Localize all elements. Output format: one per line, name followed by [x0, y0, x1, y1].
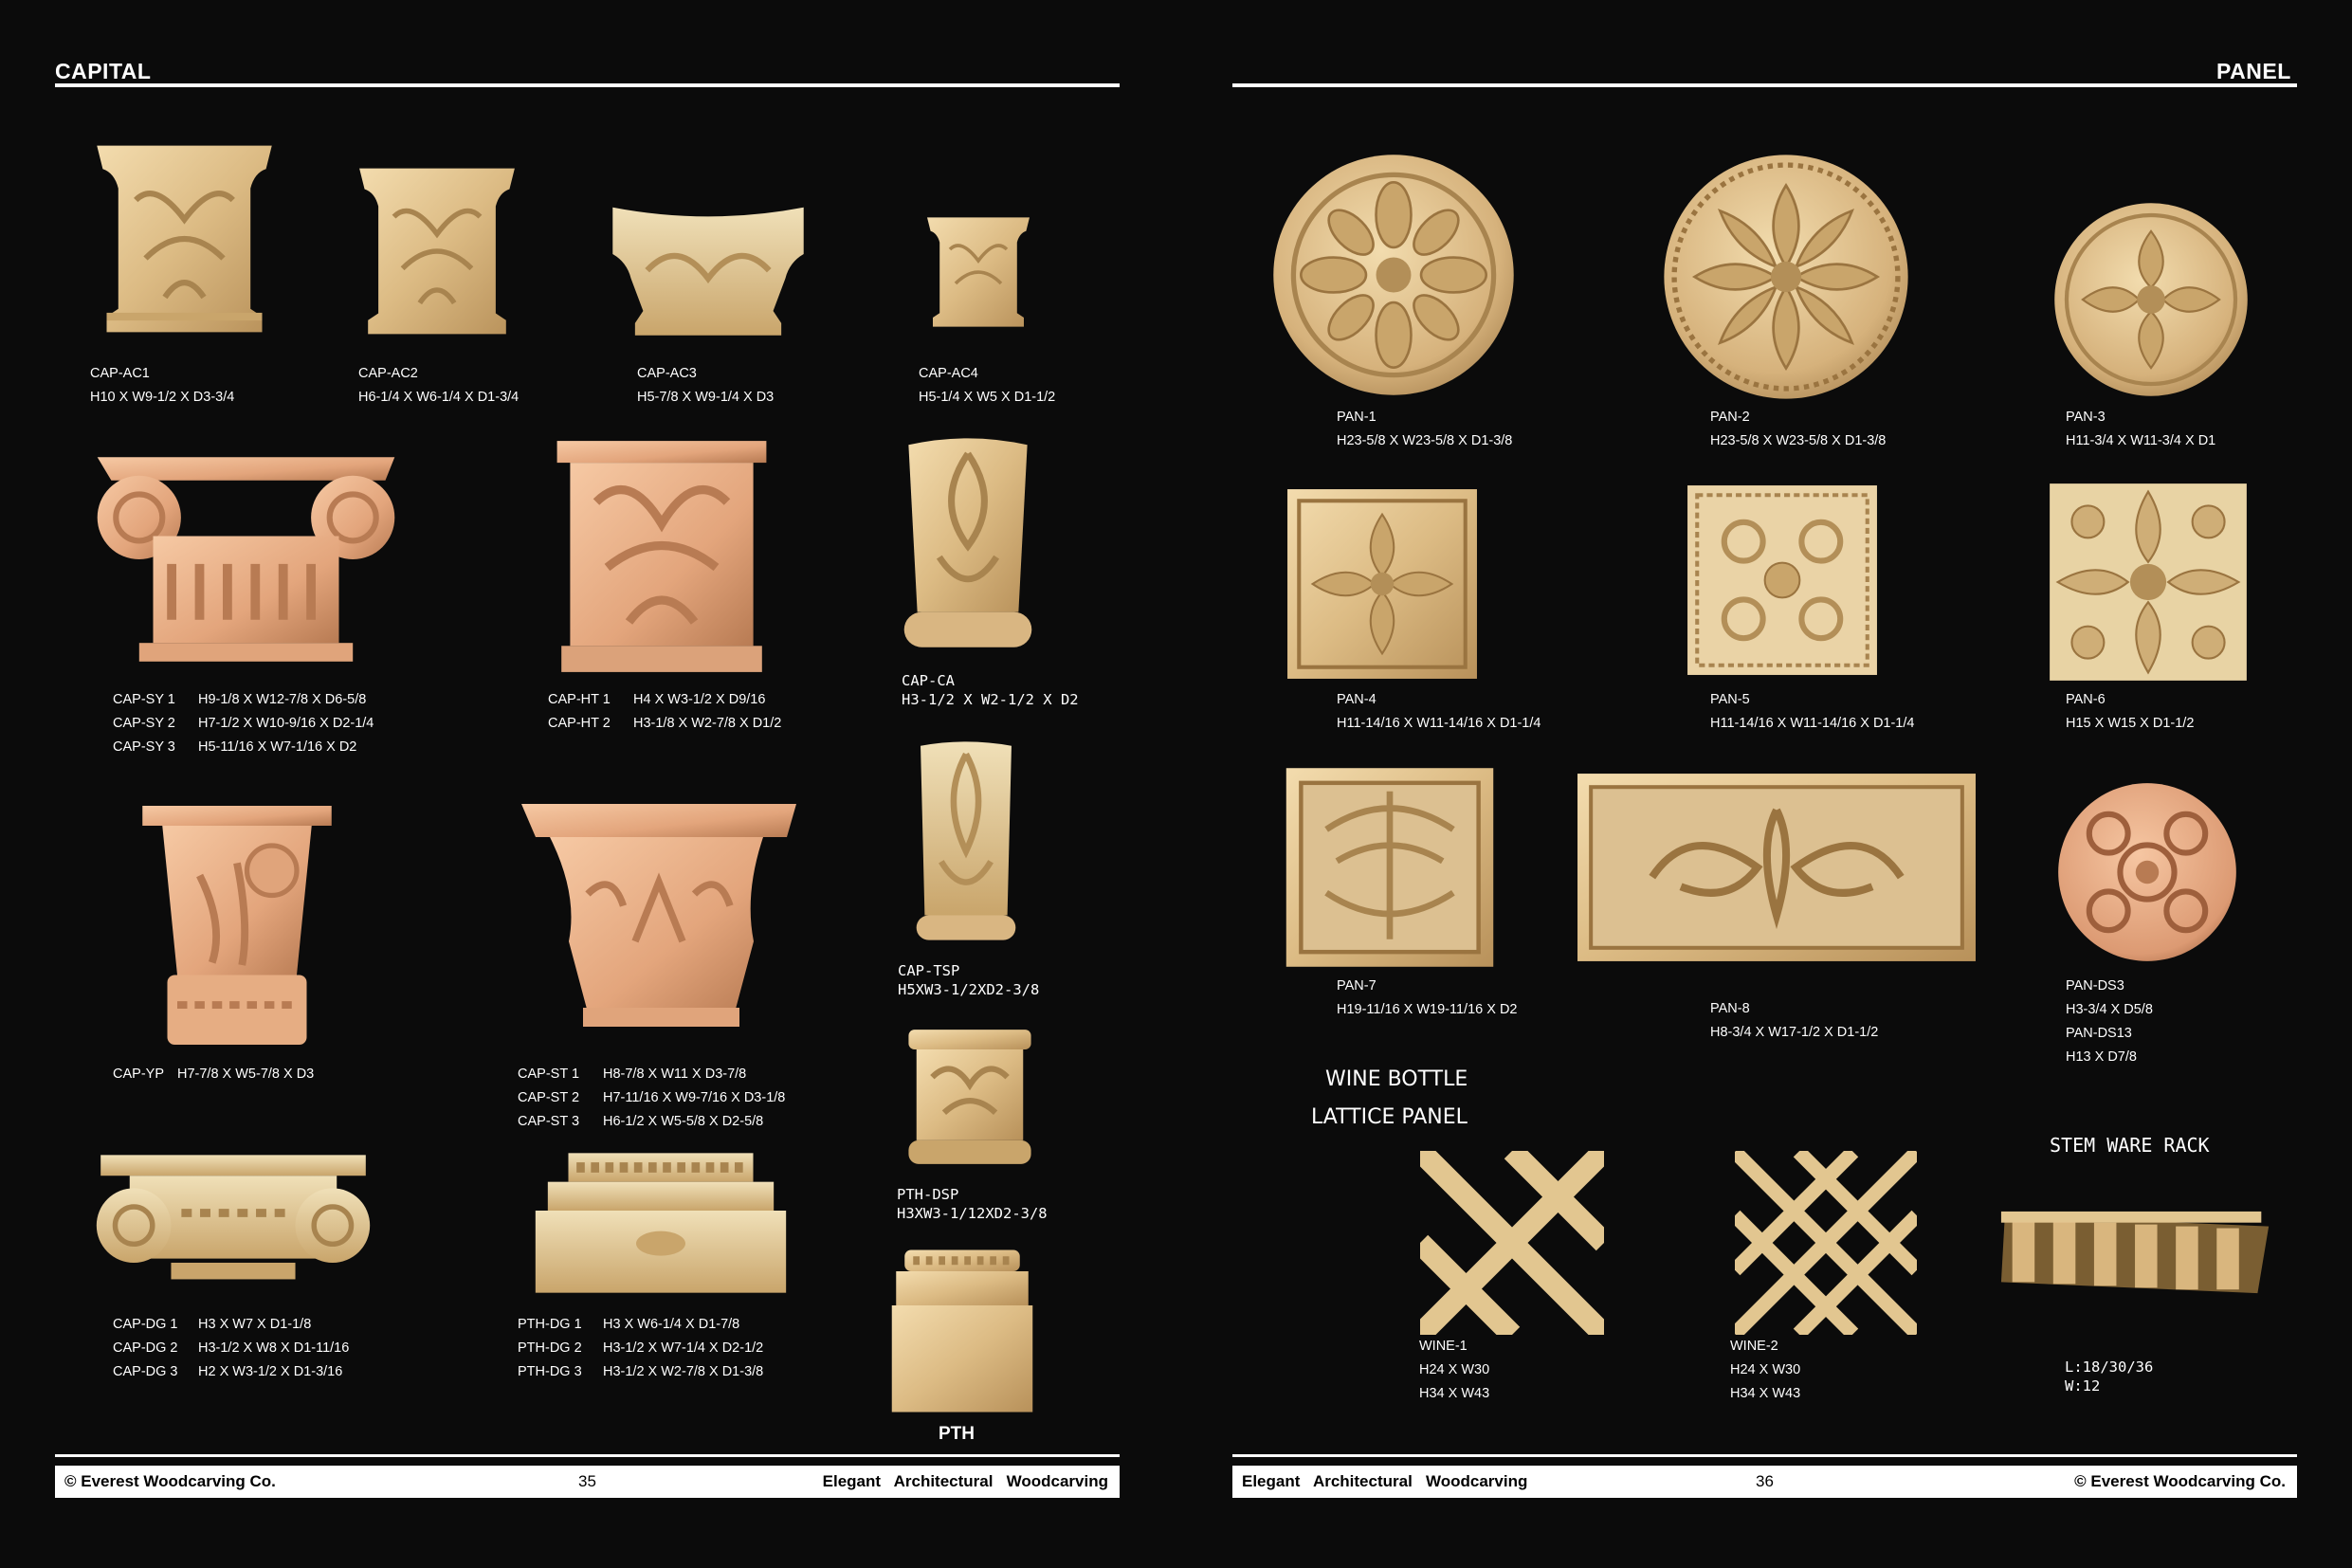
pth-label: PTH: [939, 1424, 975, 1444]
header-rule-right: [1232, 83, 2297, 87]
footer-tagline-left: Elegant Architectural Woodcarving: [822, 1472, 1108, 1490]
cap-st-image: [517, 796, 801, 1039]
page-title-panel: PANEL: [2216, 59, 2291, 83]
wine-bottle-heading: WINE BOTTLE: [1325, 1067, 1468, 1091]
cap-sy-image: [83, 442, 409, 677]
pan-5-image: [1684, 483, 1881, 677]
pan-3-label: PAN-3 H11-3/4 X W11-3/4 X D1: [2066, 410, 2216, 448]
pth-dsp-image: [901, 1026, 1039, 1168]
cap-st-label: CAP-ST 1 H8-7/8 X W11 X D3-7/8 CAP-ST 2 H7-11/16 X W9-7/16 X D3-1/8 CAP-ST 3 H6-1/2 X W5-5/8 X D2-5/8: [518, 1067, 786, 1129]
pan-ds-image: [2048, 775, 2247, 969]
cap-dg-image: [87, 1151, 379, 1285]
pan-4-label: PAN-4 H11-14/16 X W11-14/16 X D1-1/4: [1337, 692, 1541, 731]
pth-dg-label: PTH-DG 1 H3 X W6-1/4 X D1-7/8 PTH-DG 2 H3-1/2 X W7-1/4 X D2-1/2 PTH-DG 3 H3-1/2 X W2-7/8 X D1-3/8: [518, 1317, 764, 1379]
cap-ac4-label: CAP-AC4 H5-1/4 X W5 X D1-1/2: [919, 366, 1056, 405]
cap-dg-label: CAP-DG 1 H3 X W7 X D1-1/8 CAP-DG 2 H3-1/2 X W8 X D1-11/16 CAP-DG 3 H2 X W3-1/2 X D1-3/16: [113, 1317, 350, 1379]
stem-ware-rack-dims: L:18/30/36 W:12: [2065, 1358, 2154, 1395]
pan-2-image: [1659, 150, 1913, 404]
stem-ware-rack-image: [1996, 1208, 2277, 1301]
footer-left: [55, 1466, 1120, 1498]
cap-ht-label: CAP-HT 1 H4 X W3-1/2 X D9/16 CAP-HT 2 H3-1/8 X W2-7/8 X D1/2: [548, 692, 782, 731]
cap-ht-image: [553, 436, 771, 677]
cap-ac3-label: CAP-AC3 H5-7/8 X W9-1/4 X D3: [637, 366, 775, 405]
wine-1-image: [1420, 1151, 1604, 1335]
cap-ac3-image: [601, 197, 815, 339]
wine-2-image: [1735, 1151, 1917, 1335]
wine-1-label: WINE-1 H24 X W30 H34 X W43: [1419, 1339, 1490, 1401]
footer-right: [1232, 1466, 2297, 1498]
footer-copyright-right: © Everest Woodcarving Co.: [2074, 1472, 2286, 1490]
pth-dsp-label: PTH-DSP H3XW3-1/12XD2-3/8: [897, 1186, 1048, 1222]
pan-ds-label: PAN-DS3 H3-3/4 X D5/8 PAN-DS13 H13 X D7/8: [2066, 978, 2153, 1065]
pan-6-label: PAN-6 H15 X W15 X D1-1/2: [2066, 692, 2195, 731]
pan-2-label: PAN-2 H23-5/8 X W23-5/8 X D1-3/8: [1710, 410, 1887, 448]
pan-6-image: [2048, 482, 2249, 683]
cap-ac4-image: [921, 212, 1035, 332]
cap-ac1-image: [87, 138, 282, 339]
cap-ac1-label: CAP-AC1 H10 X W9-1/2 X D3-3/4: [90, 366, 235, 405]
pan-8-image: [1576, 772, 1978, 963]
cap-tsp-label: CAP-TSP H5XW3-1/2XD2-3/8: [898, 962, 1040, 998]
pth-dg-image: [527, 1149, 794, 1297]
footer-copyright-left: © Everest Woodcarving Co.: [64, 1472, 276, 1490]
cap-tsp-image: [899, 738, 1033, 944]
pan-8-label: PAN-8 H8-3/4 X W17-1/2 X D1-1/2: [1710, 1001, 1879, 1040]
stem-ware-rack-heading: STEM WARE RACK: [2050, 1134, 2210, 1157]
footer-rule-left: [55, 1454, 1120, 1457]
header-rule-left: [55, 83, 1120, 87]
lattice-panel-heading: LATTICE PANEL: [1311, 1105, 1468, 1129]
pan-7-label: PAN-7 H19-11/16 X W19-11/16 X D2: [1337, 978, 1518, 1017]
cap-yp-image: [137, 798, 337, 1052]
cap-ac2-label: CAP-AC2 H6-1/4 X W6-1/4 X D1-3/4: [358, 366, 520, 405]
cap-sy-label: CAP-SY 1 H9-1/8 X W12-7/8 X D6-5/8 CAP-SY 2 H7-1/2 X W10-9/16 X D2-1/4 CAP-SY 3 H5-11/16 X W7-1/16 X D2: [113, 692, 374, 755]
footer-rule-right: [1232, 1454, 2297, 1457]
page-title-capital: CAPITAL: [55, 59, 152, 83]
cap-ca-image: [889, 436, 1047, 656]
pan-3-image: [2051, 199, 2252, 400]
page-number-35: 35: [578, 1472, 596, 1490]
wine-2-label: WINE-2 H24 X W30 H34 X W43: [1730, 1339, 1801, 1401]
pth-image: [885, 1246, 1039, 1416]
footer-tagline-right: Elegant Architectural Woodcarving: [1242, 1472, 1528, 1490]
page-number-36: 36: [1756, 1472, 1774, 1490]
pan-1-label: PAN-1 H23-5/8 X W23-5/8 X D1-3/8: [1337, 410, 1513, 448]
pan-4-image: [1284, 487, 1481, 681]
cap-ac2-image: [351, 163, 523, 339]
cap-yp-label: CAP-YP H7-7/8 X W5-7/8 X D3: [113, 1067, 315, 1082]
cap-ca-label: CAP-CA H3-1/2 X W2-1/2 X D2: [902, 672, 1079, 708]
pan-7-image: [1284, 766, 1496, 969]
pan-1-image: [1268, 150, 1519, 400]
pan-5-label: PAN-5 H11-14/16 X W11-14/16 X D1-1/4: [1710, 692, 1915, 731]
